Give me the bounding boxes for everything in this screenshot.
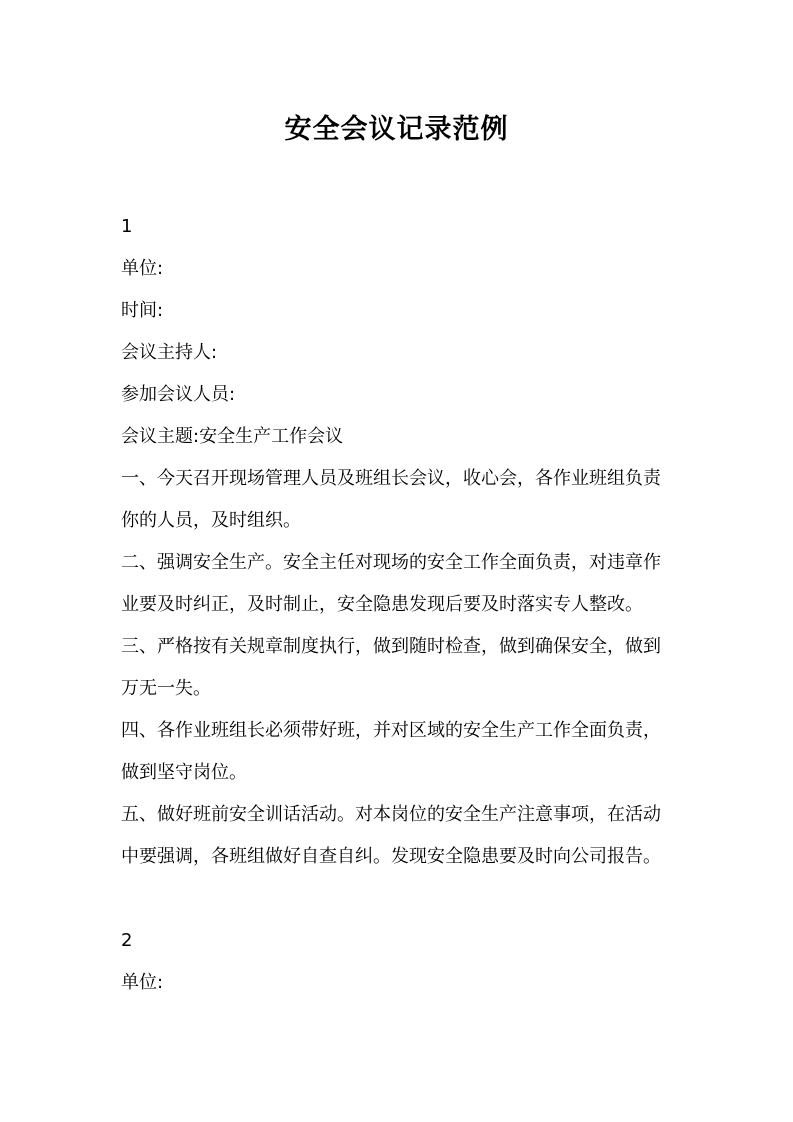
time-field: 时间: bbox=[121, 300, 164, 321]
item-line: 中要强调，各班组做好自查自纠。发现安全隐患要及时向公司报告。 bbox=[121, 846, 661, 867]
unit-field: 单位: bbox=[121, 258, 164, 279]
section-number: 2 bbox=[121, 930, 133, 951]
item-line: 做到坚守岗位。 bbox=[121, 762, 247, 783]
item-line: 万无一失。 bbox=[121, 678, 211, 699]
item-line: 五、做好班前安全训话活动。对本岗位的安全生产注意事项，在活动 bbox=[121, 804, 661, 825]
document-title: 安全会议记录范例 bbox=[284, 114, 509, 145]
section-spacer bbox=[121, 878, 681, 920]
attendees-field: 参加会议人员: bbox=[121, 384, 236, 405]
item-line: 四、各作业班组长必须带好班，并对区域的安全生产工作全面负责， bbox=[121, 720, 661, 741]
host-field: 会议主持人: bbox=[121, 342, 218, 363]
section-number: 1 bbox=[121, 216, 133, 237]
unit-field: 单位: bbox=[121, 972, 164, 993]
document-body bbox=[121, 206, 681, 1004]
item-line: 二、强调安全生产。安全主任对现场的安全工作全面负责，对违章作 bbox=[121, 552, 661, 573]
topic-field: 会议主题:安全生产工作会议 bbox=[121, 426, 344, 447]
item-line: 业要及时纠正，及时制止，安全隐患发现后要及时落实专人整改。 bbox=[121, 594, 643, 615]
item-line: 三、严格按有关规章制度执行，做到随时检查，做到确保安全，做到 bbox=[121, 636, 661, 657]
item-line: 你的人员，及时组织。 bbox=[121, 510, 301, 531]
item-line: 一、今天召开现场管理人员及班组长会议，收心会，各作业班组负责 bbox=[121, 468, 661, 489]
